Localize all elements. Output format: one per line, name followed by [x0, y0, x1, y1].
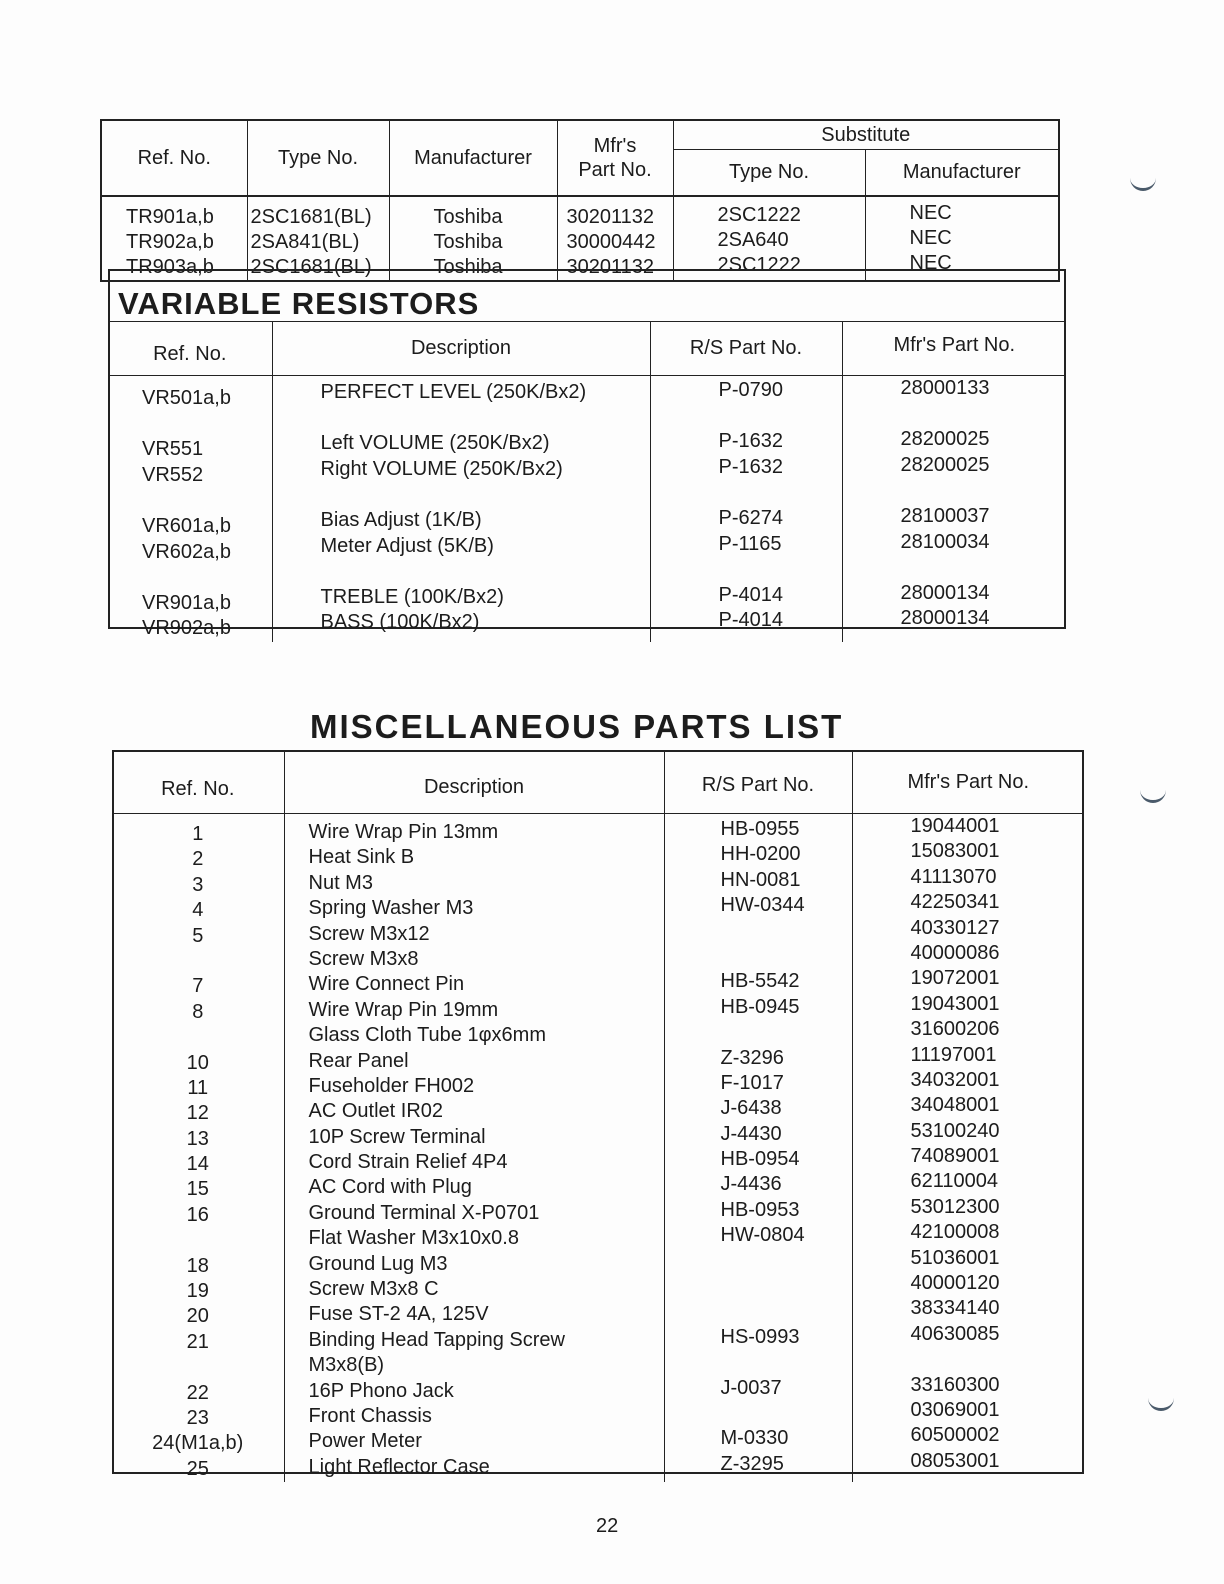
misc-rs: J-4430 — [720, 1122, 782, 1145]
misc-desc: Binding Head Tapping Screw — [308, 1328, 565, 1351]
tr-sub-mfr: NEC — [909, 227, 952, 249]
vr-mfr: 28000134 — [900, 581, 990, 604]
misc-desc: Screw M3x8 — [308, 947, 419, 970]
misc-mfr: 42100008 — [910, 1221, 1000, 1244]
misc-ref: 13 — [186, 1127, 209, 1150]
tr-mfr: Toshiba — [433, 231, 503, 253]
vr-header-ref-no: Ref. No. — [108, 322, 272, 376]
misc-rs: HB-0953 — [720, 1198, 800, 1221]
misc-ref: 4 — [192, 899, 204, 922]
tr-sub-type: 2SC1222 — [717, 254, 801, 276]
misc-desc: Wire Connect Pin — [308, 973, 465, 996]
misc-desc: Cord Strain Relief 4P4 — [308, 1151, 508, 1174]
vr-ref: VR501a,b — [142, 387, 231, 409]
misc-desc: Rear Panel — [308, 1049, 409, 1072]
vr-desc: Right VOLUME (250K/Bx2) — [320, 457, 563, 480]
variable-resistors-table — [108, 321, 1066, 642]
misc-mfr: 40630085 — [910, 1322, 1000, 1345]
tr-ref: TR903a,b — [126, 256, 214, 278]
vr-rs: P-1632 — [718, 455, 783, 478]
misc-mfr: 41113070 — [910, 865, 997, 888]
vr-ref: VR552 — [142, 463, 204, 486]
misc-mfr: 19043001 — [910, 992, 1000, 1015]
misc-ref: 1 — [192, 823, 204, 845]
tr-ref: TR902a,b — [126, 231, 214, 253]
misc-rs — [721, 1274, 852, 1299]
misc-desc: Wire Wrap Pin 19mm — [308, 998, 499, 1021]
misc-rs — [721, 1350, 852, 1375]
variable-resistors-title: VARIABLE RESISTORS — [118, 286, 480, 321]
header-sub-manufacturer: Manufacturer — [865, 150, 1059, 196]
misc-desc: Front Chassis — [308, 1404, 432, 1427]
misc-mfr: 19072001 — [910, 967, 1000, 990]
misc-rs: HB-0945 — [720, 995, 800, 1018]
misc-mfr: 40000086 — [910, 941, 1000, 964]
misc-rs: HB-0955 — [720, 818, 800, 840]
misc-mfr: 15083001 — [910, 840, 1000, 863]
misc-rs: Z-3295 — [720, 1452, 784, 1475]
misc-ref: 8 — [192, 1000, 204, 1023]
vr-ref: VR601a,b — [142, 515, 231, 538]
vr-mfr: 28200025 — [900, 453, 990, 476]
vr-desc: Bias Adjust (1K/B) — [320, 509, 482, 532]
misc-desc: 10P Screw Terminal — [308, 1125, 486, 1148]
transistor-table — [100, 119, 1060, 282]
vr-header-mfr-part: Mfr's Part No. — [842, 322, 1066, 376]
header-mfr-part-line2: Part No. — [578, 159, 652, 181]
misc-desc: Ground Terminal X-P0701 — [308, 1201, 540, 1224]
vr-rs: P-1632 — [718, 430, 783, 453]
misc-ref: 12 — [186, 1102, 209, 1125]
tr-type: 2SC1681(BL) — [250, 206, 372, 228]
vr-rs: P-4014 — [718, 583, 783, 606]
misc-rs: Z-3296 — [720, 1046, 784, 1069]
misc-ref: 10 — [186, 1051, 209, 1074]
tr-type: 2SC1681(BL) — [250, 256, 372, 278]
misc-rs-column — [664, 814, 852, 1483]
misc-ref: 21 — [186, 1330, 209, 1353]
vr-mfr: 28000133 — [900, 377, 990, 399]
misc-ref — [112, 1025, 284, 1050]
misc-ref: 11 — [187, 1076, 209, 1099]
vr-description-column — [272, 376, 650, 642]
tr-mfr: Toshiba — [433, 256, 503, 278]
vr-mfr: 28100034 — [900, 530, 990, 553]
misc-desc: Nut M3 — [308, 871, 373, 894]
misc-desc: Screw M3x8 C — [308, 1278, 439, 1301]
misc-desc: 16P Phono Jack — [308, 1379, 454, 1402]
vr-desc: Meter Adjust (5K/B) — [320, 534, 494, 557]
misc-mfr: 31600206 — [910, 1018, 1000, 1041]
tr-ref: TR901a,b — [126, 206, 214, 228]
misc-mfr: 40000120 — [910, 1272, 1000, 1295]
misc-mfr: 40330127 — [910, 916, 1000, 939]
vr-ref: VR902a,b — [142, 617, 231, 640]
vr-desc: PERFECT LEVEL (250K/Bx2) — [320, 381, 587, 403]
misc-desc: Screw M3x12 — [308, 922, 430, 945]
misc-desc: AC Cord with Plug — [308, 1176, 472, 1199]
misc-rs: J-4436 — [720, 1173, 782, 1196]
misc-ref: 22 — [186, 1381, 209, 1404]
misc-header-rs-part: R/S Part No. — [664, 752, 852, 814]
tr-part: 30201132 — [566, 206, 654, 228]
misc-ref: 15 — [186, 1178, 209, 1201]
misc-rs: HW-0804 — [720, 1224, 805, 1247]
misc-ref: 7 — [192, 975, 204, 998]
misc-rs — [721, 1020, 852, 1045]
vr-desc: TREBLE (100K/Bx2) — [320, 585, 504, 608]
misc-ref: 5 — [192, 924, 204, 947]
misc-ref — [112, 1228, 284, 1253]
misc-rs — [721, 1249, 852, 1274]
misc-rs: J-6438 — [720, 1097, 782, 1120]
misc-desc: Glass Cloth Tube 1φx6mm — [308, 1024, 546, 1047]
tr-part: 30000442 — [566, 231, 656, 253]
header-sub-type-no: Type No. — [673, 150, 865, 196]
misc-ref: 2 — [192, 848, 204, 871]
misc-desc: Wire Wrap Pin 13mm — [308, 821, 499, 843]
tr-mfr: Toshiba — [433, 206, 503, 228]
misc-ref: 14 — [186, 1153, 209, 1176]
misc-mfr: 42250341 — [910, 891, 1000, 914]
misc-ref: 24(M1a,b) — [152, 1432, 244, 1455]
misc-rs: HB-0954 — [720, 1148, 800, 1171]
misc-desc: Light Reflector Case — [308, 1455, 490, 1478]
vr-ref: VR602a,b — [142, 540, 231, 563]
vr-header-rs-part: R/S Part No. — [650, 322, 842, 376]
misc-desc: AC Outlet IR02 — [308, 1100, 444, 1123]
vr-rs: P-4014 — [718, 609, 783, 632]
vr-mfr-column — [842, 376, 1066, 642]
header-ref-no: Ref. No. — [101, 120, 247, 196]
misc-ref: 23 — [186, 1406, 209, 1429]
misc-description-column — [284, 814, 664, 1483]
misc-mfr — [911, 1347, 1085, 1372]
misc-mfr: 53012300 — [910, 1195, 1000, 1218]
binder-ring-mark — [1130, 178, 1156, 191]
misc-desc: Fuseholder FH002 — [308, 1074, 475, 1097]
misc-mfr: 11197001 — [910, 1043, 997, 1066]
misc-header-mfr-part: Mfr's Part No. — [852, 752, 1084, 814]
misc-desc: Spring Washer M3 — [308, 897, 474, 920]
tr-part: 30201132 — [566, 256, 654, 278]
misc-ref: 18 — [186, 1254, 209, 1277]
tr-type: 2SA841(BL) — [250, 231, 360, 253]
binder-ring-mark — [1140, 790, 1166, 803]
misc-rs — [721, 1401, 852, 1426]
misc-ref: 16 — [186, 1203, 209, 1226]
misc-mfr: 74089001 — [910, 1145, 1000, 1168]
vr-rs: P-6274 — [718, 507, 783, 530]
vr-mfr: 28000134 — [900, 607, 990, 630]
header-manufacturer: Manufacturer — [389, 120, 557, 196]
misc-rs: HS-0993 — [720, 1325, 800, 1348]
vr-ref: VR551 — [142, 438, 204, 461]
misc-ref: 19 — [186, 1280, 209, 1303]
misc-mfr: 38334140 — [910, 1297, 1000, 1320]
misc-desc: Flat Washer M3x10x0.8 — [308, 1227, 519, 1250]
header-mfr-part-line1: Mfr's — [593, 135, 637, 157]
misc-parts-title: MISCELLANEOUS PARTS LIST — [310, 708, 844, 745]
misc-desc: Power Meter — [308, 1430, 422, 1453]
misc-rs — [721, 944, 852, 969]
misc-ref: 25 — [186, 1457, 209, 1480]
misc-mfr: 51036001 — [910, 1246, 1000, 1269]
misc-mfr: 34048001 — [910, 1094, 1000, 1117]
misc-rs: J-0037 — [720, 1376, 782, 1399]
misc-ref — [112, 1355, 284, 1380]
misc-rs: HW-0344 — [720, 894, 805, 917]
tr-sub-mfr: NEC — [909, 202, 952, 224]
misc-header-ref-no: Ref. No. — [112, 752, 284, 814]
misc-mfr: 53100240 — [910, 1119, 1000, 1142]
misc-mfr-column — [852, 814, 1084, 1483]
vr-rs-column — [650, 376, 842, 642]
page-number: 22 — [596, 1515, 619, 1537]
misc-rs — [721, 1299, 852, 1324]
misc-ref — [112, 949, 284, 974]
tr-sub-type: 2SA640 — [717, 229, 789, 251]
misc-rs: HH-0200 — [720, 843, 801, 866]
vr-header-description: Description — [272, 322, 650, 376]
tr-sub-type: 2SC1222 — [717, 204, 801, 226]
vr-mfr: 28100037 — [900, 505, 990, 528]
misc-mfr: 33160300 — [910, 1373, 1000, 1396]
vr-desc: Left VOLUME (250K/Bx2) — [320, 432, 550, 455]
vr-ref: VR901a,b — [142, 591, 231, 614]
misc-ref: 20 — [186, 1305, 209, 1328]
header-substitute: Substitute — [673, 120, 1059, 150]
header-type-no: Type No. — [247, 120, 389, 196]
misc-desc: Heat Sink B — [308, 846, 415, 869]
vr-mfr: 28200025 — [900, 428, 990, 451]
vr-rs: P-1165 — [718, 532, 782, 555]
misc-ref: 3 — [192, 873, 204, 896]
misc-desc: Ground Lug M3 — [308, 1252, 448, 1275]
misc-ref-column — [112, 814, 284, 1483]
binder-ring-mark — [1148, 1398, 1174, 1411]
misc-mfr: 19044001 — [910, 815, 1000, 837]
misc-mfr: 08053001 — [910, 1449, 1000, 1472]
misc-mfr: 60500002 — [910, 1424, 1000, 1447]
misc-rs: M-0330 — [720, 1427, 789, 1450]
misc-desc: Fuse ST-2 4A, 125V — [308, 1303, 489, 1326]
vr-desc: BASS (100K/Bx2) — [320, 611, 480, 634]
misc-rs: HN-0081 — [720, 868, 801, 891]
misc-rs: F-1017 — [720, 1071, 784, 1094]
tr-sub-mfr: NEC — [909, 252, 952, 274]
misc-rs: HB-5542 — [720, 970, 800, 993]
misc-mfr: 62110004 — [910, 1170, 998, 1193]
misc-mfr: 34032001 — [910, 1068, 1000, 1091]
vr-rs: P-0790 — [718, 379, 783, 401]
misc-rs — [721, 919, 852, 944]
vr-ref-column — [108, 376, 272, 642]
misc-header-description: Description — [284, 752, 664, 814]
misc-parts-table — [112, 752, 1084, 1482]
header-mfr-part-no — [557, 120, 673, 196]
misc-mfr: 03069001 — [910, 1398, 1000, 1421]
misc-desc: M3x8(B) — [308, 1354, 385, 1377]
